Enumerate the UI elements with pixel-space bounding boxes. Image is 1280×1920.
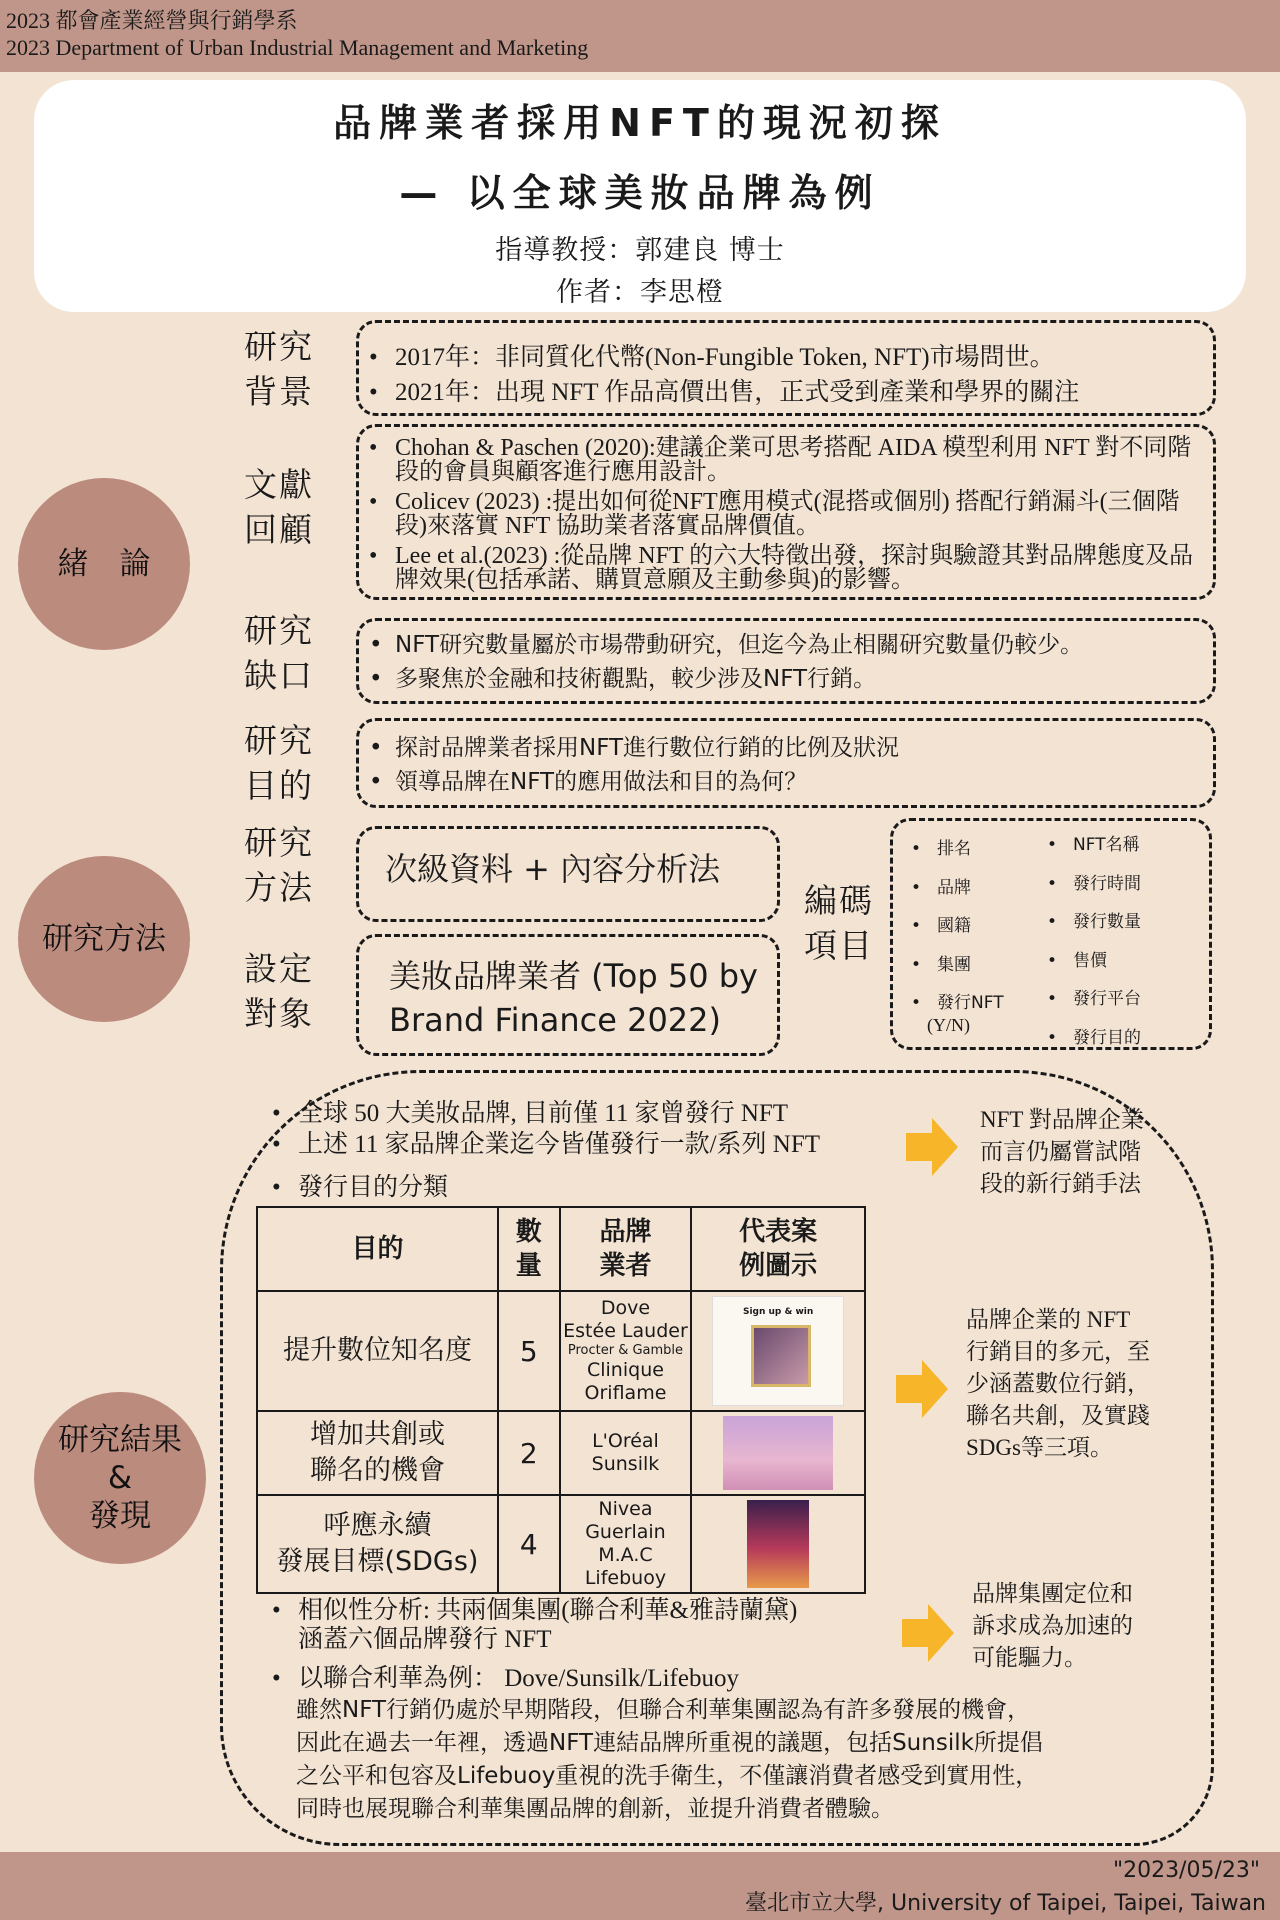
coding-item: • 發行目的 [1037,1026,1207,1065]
coding-item: • 發行時間 [1037,872,1207,911]
results-bullet-continued: 涵蓋六個品牌發行 NFT [298,1626,552,1653]
coding-item: • 品牌 [901,876,1031,915]
coding-item: • 售價 [1037,949,1207,988]
gap-label: 研究 缺口 [244,611,314,695]
coding-box [890,818,1212,1050]
section-results-label-1: 研究結果 [58,1422,182,1458]
lifebuoy-poster-image [747,1500,809,1588]
coding-item-extra: (Y/N) [927,1015,970,1035]
section-results-label-3: 發現 [89,1498,151,1534]
coding-item: • 發行平台 [1037,987,1207,1026]
literature-item: • Chohan & Paschen (2020):建議企業可思考搭配 AIDA 模型利用 NFT 對不同階段的會員與顧客進行應用設計。 [359,436,1199,484]
department-english: 2023 Department of Urban Industrial Management and Marketing [6,35,589,60]
table-header: 目的 [257,1207,498,1291]
unilever-paragraph: 雖然NFT行銷仍處於早期階段，但聯合利華集團認為有許多發展的機會， 因此在過去一年裡，透過NFT連結品牌所重視的議題，包括Sunsilk所提倡 之公平和包容及Lifebuoy重視的洗手衛生，不僅讓消費者感受到實用性， 同時也展現聯合利華集團品牌的創新，並提升消費者體驗。 [296,1697,1043,1822]
coding-item: • 發行數量 [1037,910,1207,949]
results-bullets-top [262,1098,902,1203]
arrow-right-icon [906,1118,958,1176]
results-bullets-example [262,1664,962,1693]
literature-item: • Lee et al.(2023) :從品牌 NFT 的六大特徵出發，探討與驗證其對品牌態度及品牌效果(包括承諾、購買意願及主動參與)的影響。 [359,544,1199,592]
gap-item: • NFT研究數量屬於市場帶動研究，但迄今為止相關研究數量仍較少。 [359,628,1213,662]
brands-cell: L'Oréal Sunsilk [560,1411,692,1495]
section-intro-label: 緒 論 [57,546,151,582]
coding-item: • 國籍 [901,914,1031,953]
campaign-caption: Sign up & win [742,1307,814,1317]
section-results-circle [34,1392,206,1564]
poster-title: 品牌業者採用NFT的現況初探 [333,101,947,145]
method-label: 研究 方法 [244,823,314,907]
note-diverse-purposes: 品牌企業的 NFT 行銷目的多元，至 少涵蓋數位行銷， 聯名共創，及實踐 SDGs等三項。 [966,1307,1150,1460]
table-header: 代表案 例圖示 [691,1207,865,1291]
results-bullet: • 全球 50 大美妝品牌, 目前僅 11 家曾發行 NFT [262,1098,902,1129]
section-method-label: 研究方法 [42,921,166,957]
author: 作者：李思橙 [556,277,724,308]
example-image-cell [691,1495,865,1593]
note-group-positioning: 品牌集團定位和 訴求成為加速的 可能驅力。 [972,1581,1133,1670]
dove-campaign-image [712,1296,844,1406]
count-cell: 2 [498,1411,560,1495]
purpose-item: • 領導品牌在NFT的應用做法和目的為何？ [359,765,1213,799]
poster-date: "2023/05/23" [1112,1858,1260,1883]
purpose-cell: 提升數位知名度 [257,1291,498,1411]
header-band [0,0,1280,72]
purpose-cell: 增加共創或 聯名的機會 [257,1411,498,1495]
method-text: 次級資料 + 內容分析法 [385,850,721,888]
results-bullet: • 相似性分析: 共兩個集團(聯合利華&雅詩蘭黛) [262,1596,922,1625]
table-header-row [257,1207,865,1291]
note-new-marketing: NFT 對品牌企業 而言仍屬嘗試階 段的新行銷手法 [980,1107,1144,1196]
arrow-right-icon [902,1604,954,1662]
table-row [257,1291,865,1411]
background-label: 研究 背景 [244,327,314,411]
coding-item: • NFT名稱 [1037,833,1207,872]
literature-item: • Colicev (2023) :提出如何從NFT應用模式(混搭或個別) 搭配行銷漏斗(三個階段)來落實 NFT 協助業者落實品牌價值。 [359,490,1199,538]
purpose-item: • 探討品牌業者採用NFT進行數位行銷的比例及狀況 [359,731,1213,765]
target-box [356,934,780,1056]
target-label: 設定 對象 [244,949,314,1033]
results-bullet: • 上述 11 家品牌企業迄今皆僅發行一款/系列 NFT [262,1129,902,1160]
coding-item: • 發行NFT [901,991,1031,1015]
method-box [356,826,780,922]
results-bullets-bottom [262,1596,922,1625]
section-results-label-2: & [107,1460,133,1496]
target-text: 美妝品牌業者 (Top 50 by Brand Finance 2022) [389,957,758,1039]
purpose-label: 研究 目的 [244,721,314,805]
coding-item: • 排名 [901,837,1031,876]
footer-band [0,1852,1280,1920]
coding-item: • 集團 [901,953,1031,992]
portrait-icon [751,1325,811,1387]
count-cell: 5 [498,1291,560,1411]
results-bullet: • 發行目的分類 [262,1172,902,1203]
gap-box [356,618,1216,704]
background-box [356,320,1216,416]
literature-label: 文獻 回顧 [244,465,314,549]
purpose-box [356,718,1216,808]
count-cell: 4 [498,1495,560,1593]
example-image-cell [691,1291,865,1411]
department-chinese: 2023 都會產業經營與行銷學系 [6,8,298,33]
gap-item: • 多聚焦於金融和技術觀點，較少涉及NFT行銷。 [359,662,1213,696]
brands-cell: Dove Estée Lauder Procter & Gamble Clinique Oriflame [560,1291,692,1411]
literature-box [356,424,1216,600]
section-method-circle [18,856,190,1022]
arrow-right-icon [896,1360,948,1418]
brands-cell: Nivea Guerlain M.A.C Lifebuoy [560,1495,692,1593]
purpose-cell: 呼應永續 發展目標(SDGs) [257,1495,498,1593]
university: 臺北市立大學, University of Taipei, Taipei, Taiwan [745,1891,1266,1916]
coding-label: 編碼 項目 [804,881,874,965]
background-item: • 2021年：出現 NFT 作品高價出售，正式受到產業和學界的關注 [359,375,1213,410]
purpose-table [256,1206,866,1594]
table-row [257,1411,865,1495]
poster-subtitle: — 以全球美妝品牌為例 [399,171,881,215]
table-row [257,1495,865,1593]
background-item: • 2017年：非同質化代幣(Non-Fungible Token, NFT)市場問世。 [359,340,1213,375]
table-header: 數 量 [498,1207,560,1291]
coding-column-1 [901,837,1031,1015]
section-intro-circle [18,478,190,650]
table-header: 品牌 業者 [560,1207,692,1291]
advisor: 指導教授：郭建良 博士 [495,235,785,266]
results-bullet: • 以聯合利華為例： Dove/Sunsilk/Lifebuoy [262,1664,962,1693]
example-image-cell [691,1411,865,1495]
coding-column-2 [1037,833,1207,1064]
sunsilk-metaverse-image [723,1416,833,1490]
